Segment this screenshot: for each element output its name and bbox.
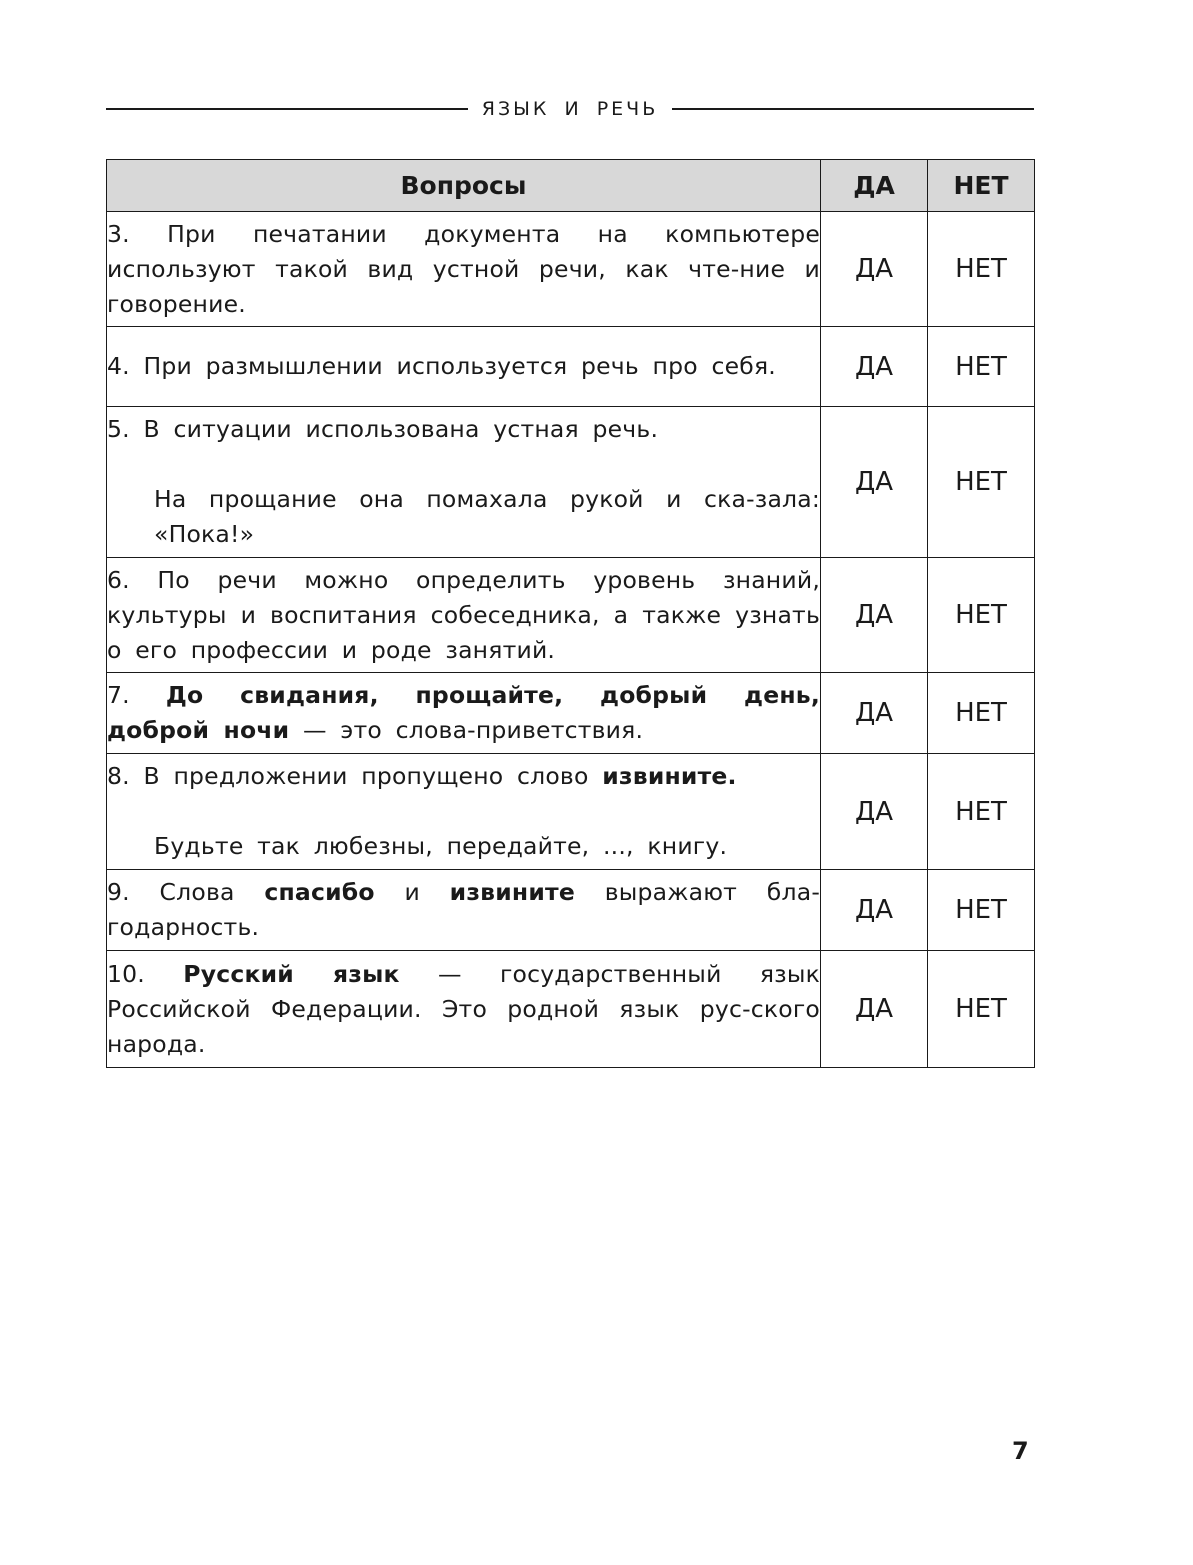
question-6 (107, 558, 821, 673)
question-8-example: Будьте так любезны, передайте, ..., книгу. (154, 832, 728, 860)
answer-yes-8[interactable]: ДА (821, 754, 928, 870)
header-questions: Вопросы (107, 160, 821, 212)
answer-no-4[interactable]: НЕТ (928, 327, 1035, 407)
header-rule-right (672, 108, 1034, 110)
question-7-bold: До свидания, прощайте, добрый день, доброй ночи (107, 681, 820, 744)
answer-yes-4[interactable]: ДА (821, 327, 928, 407)
table-row (107, 673, 1035, 754)
answer-no-8[interactable]: НЕТ (928, 754, 1035, 870)
question-10-bold: Русский язык (183, 959, 400, 988)
question-10-rest: — государственный язык Российской Федерации. Это родной язык рус-ского народа. (107, 959, 820, 1058)
question-7-number: 7. (107, 681, 166, 709)
question-8-line (107, 759, 820, 794)
header-rule-left (106, 108, 468, 110)
table-row (107, 212, 1035, 327)
answer-yes-10[interactable]: ДА (821, 951, 928, 1068)
table-row (107, 407, 1035, 558)
answer-yes-5[interactable]: ДА (821, 407, 928, 558)
header-yes: ДА (821, 160, 928, 212)
question-9-part2: и (374, 878, 450, 906)
questions-table (106, 159, 1035, 1068)
table-row (107, 327, 1035, 407)
table-row (107, 558, 1035, 673)
question-4-text: 4. При размышлении используется речь про себя. (107, 352, 776, 380)
table-row (107, 754, 1035, 870)
answer-no-10[interactable]: НЕТ (928, 951, 1035, 1068)
answer-no-3[interactable]: НЕТ (928, 212, 1035, 327)
answer-no-6[interactable]: НЕТ (928, 558, 1035, 673)
question-3-text: 3. При печатании документа на компьютере используют такой вид устной речи, как чте-ние и говорение. (107, 219, 820, 318)
header-title: ЯЗЫК И РЕЧЬ (481, 98, 659, 120)
question-7-rest: — это слова-приветствия. (289, 716, 644, 744)
header-no: НЕТ (928, 160, 1035, 212)
question-5-text: 5. В ситуации использована устная речь. (107, 415, 659, 443)
question-7 (107, 673, 821, 754)
question-5 (107, 407, 821, 558)
answer-no-9[interactable]: НЕТ (928, 870, 1035, 951)
question-9-bold2: извините (449, 878, 575, 906)
question-10-number: 10. (107, 959, 184, 988)
table-header-row (107, 160, 1035, 212)
question-5-example: На прощание она помахала рукой и ска-зала: «Пока!» (154, 485, 820, 548)
question-9-part3: выражают бла-годарность. (107, 878, 820, 941)
answer-yes-9[interactable]: ДА (821, 870, 928, 951)
answer-yes-3[interactable]: ДА (821, 212, 928, 327)
question-3 (107, 212, 821, 327)
running-header (106, 94, 1034, 124)
question-6-text: 6. По речи можно определить уровень знаний, культуры и воспитания собеседника, а также узнать о его профессии и роде занятий. (107, 565, 820, 664)
question-9-bold1: спасибо (264, 878, 375, 906)
answer-yes-6[interactable]: ДА (821, 558, 928, 673)
question-4 (107, 327, 821, 407)
question-8-bold: извините. (602, 762, 737, 790)
question-9-part1: 9. Слова (107, 878, 265, 906)
page-number: 7 (1012, 1437, 1029, 1465)
answer-no-5[interactable]: НЕТ (928, 407, 1035, 558)
question-9 (107, 870, 821, 951)
answer-yes-7[interactable]: ДА (821, 673, 928, 754)
question-8 (107, 754, 821, 870)
answer-no-7[interactable]: НЕТ (928, 673, 1035, 754)
table-row (107, 870, 1035, 951)
question-8-text: 8. В предложении пропущено слово (107, 762, 603, 790)
table-row (107, 951, 1035, 1068)
question-10 (107, 951, 821, 1068)
